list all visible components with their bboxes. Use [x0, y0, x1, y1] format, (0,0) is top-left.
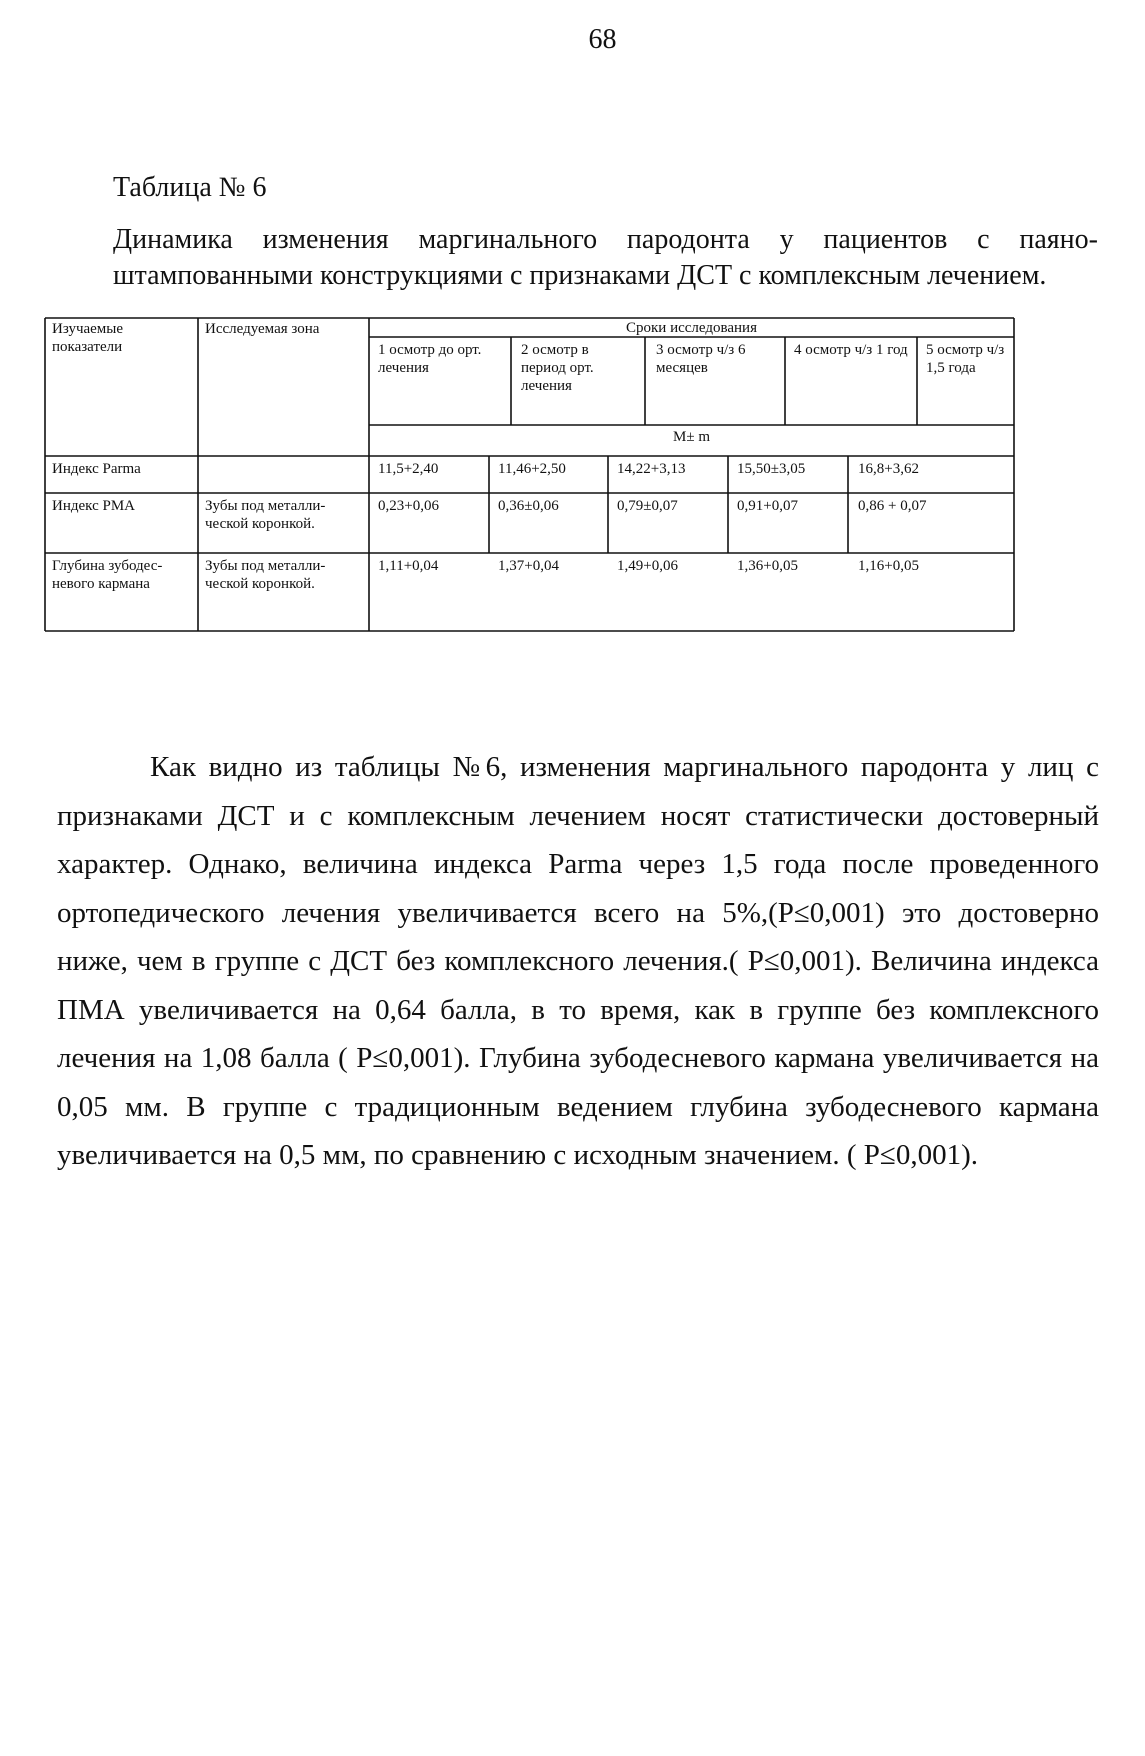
body-paragraph: Как видно из таблицы №6, изменения маргинального пародонта у лиц с признаками ДСТ и с комплексным лечением носят статистически достоверный характер. Однако, величина индекса Parma через 1,5 года после проведенного ортопедического лечения увеличивается всего на 5%,(Р≤0,001) это достоверно ниже, чем в группе с ДСТ без комплексного лечения.( Р≤0,001). Величина индекса ПМА увеличивается на 0,64 балла, в то время, как в группе без комплексного лечения на 1,08 балла ( Р≤0,001). Глубина зубодесневого кармана увеличивается на 0,05 мм. В группе с традиционным ведением глубина зубодесневого кармана увеличивается на 0,5 мм, по сравнению с исходным значением. ( Р≤0,001). [57, 751, 1099, 1171]
row-pocket-value-3: 1,49+0,06 [617, 558, 678, 574]
row-parma-value-2: 11,46+2,50 [498, 461, 566, 477]
row-parma-value-3: 14,22+3,13 [617, 461, 686, 477]
row-parma-value-5: 16,8+3,62 [858, 461, 919, 477]
row-pocket-value-2: 1,37+0,04 [498, 558, 559, 574]
table-caption: Таблица № 6 [113, 172, 267, 203]
header-zone: Исследуемая зона [205, 321, 320, 337]
row-pocket-indicator: Глубина зубодес-невого кармана [52, 558, 163, 592]
header-exam-2: 2 осмотр в период орт. лечения [521, 342, 594, 394]
row-pocket-value-4: 1,36+0,05 [737, 558, 798, 574]
table-title-line-1: Динамика изменения маргинального пародонта у пациентов с паяно- [113, 224, 1098, 255]
row-pma-value-2: 0,36±0,06 [498, 498, 559, 514]
row-pma-value-3: 0,79±0,07 [617, 498, 678, 514]
row-pocket-value-1: 1,11+0,04 [378, 558, 439, 574]
table-title [113, 222, 1098, 294]
header-periods: Сроки исследования [626, 320, 757, 336]
header-indicators: Изучаемые показатели [52, 321, 124, 355]
page-number: 68 [588, 24, 617, 55]
row-pma-value-1: 0,23+0,06 [378, 498, 439, 514]
row-pma-zone: Зубы под металли-ческой коронкой. [205, 498, 326, 532]
header-exam-4: 4 осмотр ч/з 1 год [794, 342, 908, 358]
row-pma-indicator: Индекс PMA [52, 498, 135, 514]
header-exam-5: 5 осмотр ч/з 1,5 года [926, 342, 1005, 376]
header-units: M± m [673, 429, 710, 445]
row-parma-value-4: 15,50±3,05 [737, 461, 806, 477]
body-text [57, 743, 1099, 1180]
header-exam-3: 3 осмотр ч/з 6 месяцев [656, 342, 746, 376]
row-parma-value-1: 11,5+2,40 [378, 461, 439, 477]
header-exam-1: 1 осмотр до орт. лечения [378, 342, 482, 376]
row-parma-indicator: Индекс Parma [52, 461, 141, 477]
row-pocket-zone: Зубы под металли-ческой коронкой. [205, 558, 326, 592]
row-pma-value-5: 0,86 + 0,07 [858, 498, 927, 514]
row-pma-value-4: 0,91+0,07 [737, 498, 798, 514]
table-title-line-2: штампованными конструкциями с признаками ДСТ с комплексным лечением. [113, 260, 1047, 291]
row-pocket-value-5: 1,16+0,05 [858, 558, 919, 574]
